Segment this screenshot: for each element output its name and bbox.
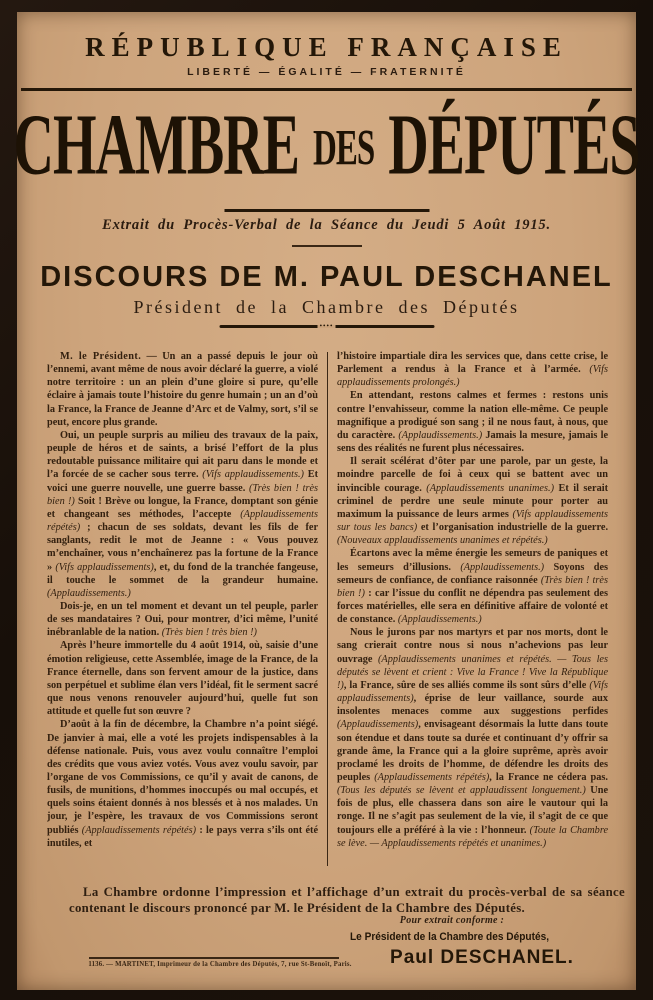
decorative-dots: •••• [319,321,334,330]
stage-direction: (Très bien ! très bien !) [336,574,608,599]
speech-text: , la France ne cédera pas. [489,772,608,783]
speech-text: Écartons avec la même énergie les semeurs de paniques et les semeurs d’illusions. [336,548,608,573]
stage-direction: (Applaudissements unanimes.) [426,482,555,494]
republic-heading: RÉPUBLIQUE FRANÇAISE [85,32,568,62]
main-title-word3: DÉPUTÉS [388,97,640,194]
printer-imprint: 1136. — MARTINET, Imprimeur de la Chambre des Députés, 7, rue St-Benoît, Paris. [88,961,352,968]
stage-direction: (Très bien ! très bien !) [47,482,319,507]
speech-paragraph [47,350,318,429]
column-left [47,350,318,872]
stage-direction: (Très bien ! très bien !) [161,627,257,639]
speech-text: , et, du fond de la tranchée fangeuse, il touche le sommet de la grandeur humaine. [47,561,319,586]
stage-direction: (Applaudissements répétés) [81,824,197,836]
stage-direction: (Tous les députés se lèvent et applaudissent longuement.) [336,785,586,797]
speech-paragraph [47,639,318,718]
speech-text: Et voici une guerre nouvelle, une guerre basse. [47,469,319,494]
speech-body [47,350,608,872]
stage-direction: (Applaudissements répétés) [374,772,490,783]
speech-text: D’août à la fin de décembre, la Chambre n’a point siégé. De janvier à mai, elle a voté les projets indispensables à la défense nationale. Puis, vous avez voulu connaître l’emploi des crédits que vous aviez votés. Vous avez voulu savoir, par l’organe de vos Commissions, ce qu’il y avait de canons, de fusils, de munitions, d’hommes inoccupés ou mal occupés, et quels soins étaient donnés à nos blessés et à nos malades. Un jour, je l’espère, les travaux de vos Commissions seront publiés [47,719,319,836]
speech-text: Soit ! Brève ou longue, la France, domptant son génie et changeant ses méthodes, l’accepte [47,495,319,520]
stage-direction: (Applaudissements répétés) [47,508,319,534]
signature-name: Paul DESCHANEL. [390,947,574,968]
speech-paragraph [337,547,608,626]
speech-subtitle: Président de la Chambre des Députés [133,297,520,317]
signature-title: Le Président de la Chambre des Députés, [349,931,550,943]
speech-text: Et il serait criminel de perdre une seule minute pour porter au maximum la puissance de leurs armes [336,482,608,520]
speech-text: Il serait scélérat d’ôter par une parole, par un geste, la moindre parcelle de foi à ceux qui se battent avec un invincible courage. [336,456,608,494]
speech-text: , envisageant désormais la lutte dans toute son étendue et dans toute sa durée et continuant d’y offrir sa grande âme, la France qui a la gloire suprême, après avoir proclamé les droits de l’homme, de défendre les droits des peuples [336,719,608,783]
main-title-word1: CHAMBRE [13,97,299,194]
decorative-rule [219,321,434,330]
imprint-rule [89,957,339,959]
speech-paragraph [337,626,608,850]
main-title [13,59,640,233]
stage-direction: (Vifs applaudissements) [55,561,154,573]
subtitle-rule [292,245,362,247]
stage-direction: (Vifs applaudissements.) [202,469,304,481]
speech-text: et l’organisation industrielle de la guerre. [417,522,608,534]
stage-direction: (Vifs applaudissements) [336,679,608,705]
stage-direction: (Applaudissements.) [398,429,483,441]
title-rule [224,209,429,212]
speech-text: , éprise de leur vaillance, sourde aux insolentes menaces comme aux suggestions perfides [336,693,608,718]
stage-direction: (Applaudissements.) [460,561,545,573]
speech-paragraph [337,389,608,455]
speech-text: , la France, sûre de ses alliés comme ils sont sûrs d’elle [343,679,590,691]
stage-direction: (Applaudissements.) [397,614,482,626]
column-right [337,350,608,872]
stage-direction: (Vifs applaudissements sur tous les bancs) [336,508,608,534]
speech-text: Soyons des semeurs de confiance, de confiance raisonnée [336,561,608,586]
speech-paragraph [47,600,318,639]
speech-title: DISCOURS DE M. PAUL DESCHANEL [40,261,613,293]
speech-text: : car l’issue du conflit ne dépendra pas seulement des forces matérielles, elle sera en définitive affaire de volonté et de constance. [336,587,608,626]
speech-paragraph [47,718,318,850]
speech-text: ; chacun de ses soldats, devant les fils de fer sanglants, redit le mot de Jeanne : « Vous pouvez m’enchaîner, vous n’enchaînerez pas la fortune de la France » [47,522,319,573]
speech-text: Après l’heure immortelle du 4 août 1914, où, saisie d’une émotion religieuse, cette Assemblée, image de la France, de la France éternelle, dans son fervent amour de la justice, dans son perpétuel et sublime élan vers l’idéal, fit le serment sacré que nous venons renouveler aujourd’hui, quelle fut son attitude et quelle fut son œuvre ? [47,640,319,718]
main-title-word2: DES [312,120,375,177]
signature-conforme: Pour extrait conforme : [399,915,505,926]
speech-text: Oui, un peuple surpris au milieu des travaux de la paix, peuple de héros et de saints, a brisé l’effort de la plus redoutable puissance militaire qui ait paru dans le monde et l’a forcée de se cacher sous terre. [47,429,319,481]
stage-direction: (Toute la Chambre se lève. — Applaudissements répétés et unanimes.) [336,824,608,849]
decree-text: La Chambre ordonne l’impression et l’affichage d’un extrait du procès-verbal de sa séance contenant le discours prononcé par M. le Président de la Chambre des Députés. [69,885,625,915]
column-divider [327,352,328,866]
speech-text: : le pays verra s’ils ont été inutiles, et [47,824,319,849]
speech-text: l’histoire impartiale dira les services que, dans cette crise, le Parlement a rendus à la France et à l’armée. [336,351,608,376]
stage-direction: (Vifs applaudissements prolongés.) [336,364,608,389]
speech-paragraph [47,429,318,600]
speech-text: Nous le jurons par nos martyrs et par nos morts, dont le sang crierait contre nous si nous n’achevions pas leur ouvrage [336,627,608,665]
stage-direction: (Applaudissements) [336,719,419,731]
speech-paragraph [337,455,608,547]
stage-direction: (Applaudissements unanimes et répétés. — Tous les députés se lèvent et crient : Vive la France ! Vive la République !) [336,653,608,691]
speech-text: — Un an a passé depuis le jour où l’ennemi, avant même de nous avoir déclaré la guerre, a violé notre territoire : un an plein d’une gloire si pure, qu’elle éclaire à jamais toute l’histoire du genre humain ; un an d’où la France, la France de Jeanne d’Arc et de Valmy, sort, s’il se peut, encore plus grande. [47,351,319,428]
poster-paper [13,12,640,990]
speech-text: En attendant, restons calmes et fermes : restons unis contre l’envahisseur, comme la nation elle-même. Ce peuple magnifique a prodigué son sang ; il ne nous faut, à nous, que du caractère. [336,390,608,441]
stage-direction: (Nouveaux applaudissements unanimes et répétés.) [336,535,548,547]
session-subtitle: Extrait du Procès-Verbal de la Séance du Jeudi 5 Août 1915. [102,217,551,233]
speech-text: Jamais la mesure, jamais le sens des réalités ne furent plus nécessaires. [336,429,608,455]
motto-line: LIBERTÉ — ÉGALITÉ — FRATERNITÉ [187,66,466,78]
stage-direction: (Applaudissements.) [47,587,131,599]
speech-text: M. le Président. [60,351,142,362]
speech-paragraph [337,350,608,389]
speech-text: Une fois de plus, elle chassera dans son aire le vautour qui la ronge. Il ne s’agit pas seulement de la vie, il s’agit de ce que toujours elle a préféré à la vie : l’honneur. [336,785,608,836]
speech-text: Dois-je, en un tel moment et devant un tel peuple, parler de ses mandataires ? Oui, pour montrer, d’ici même, l’unité inébranlable de la nation. [47,600,319,639]
